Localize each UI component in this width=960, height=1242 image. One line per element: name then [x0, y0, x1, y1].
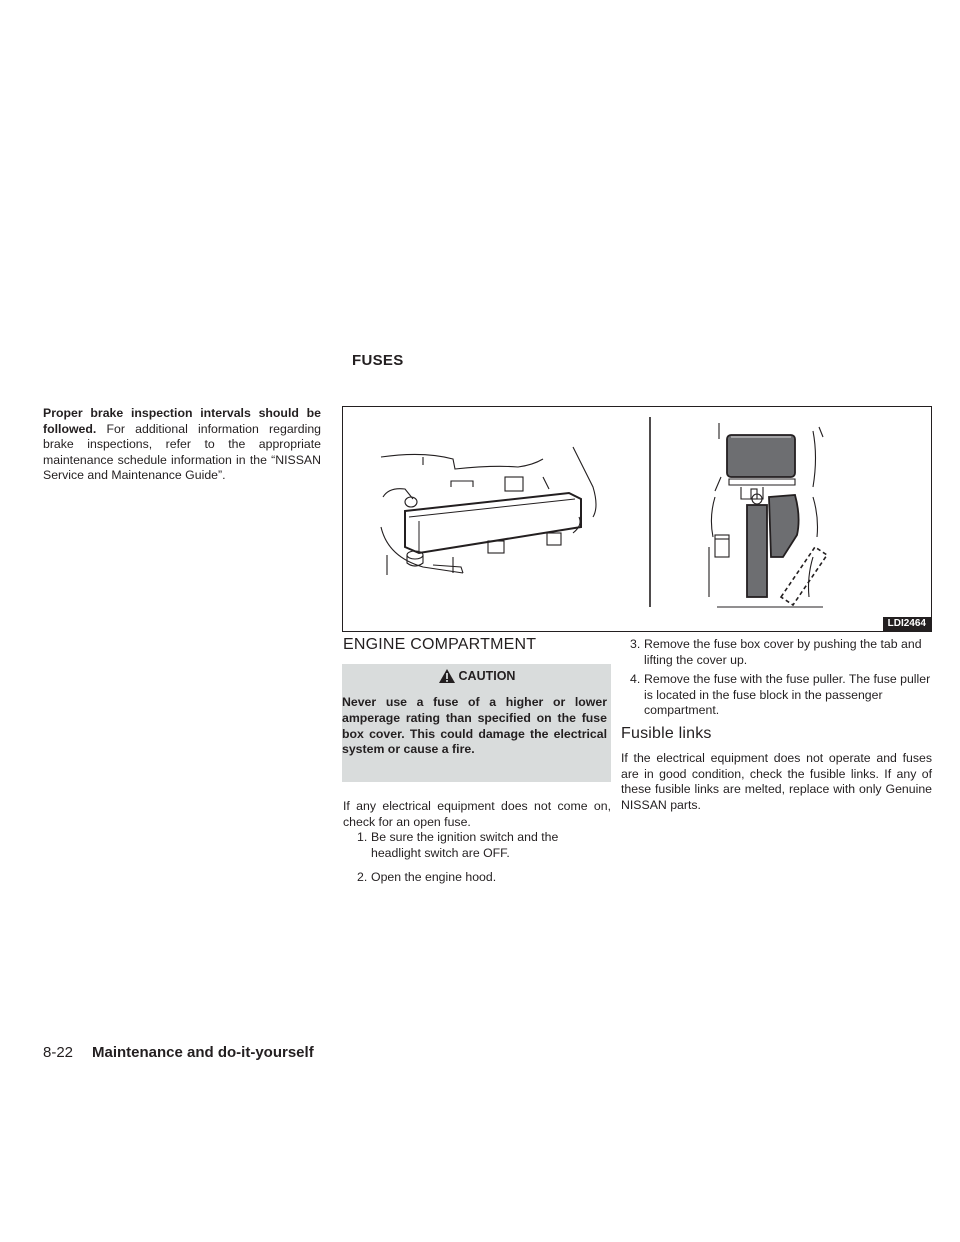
- warning-triangle-icon: [438, 668, 456, 684]
- step-1-text: Be sure the ignition switch and the headlight switch are OFF.: [371, 830, 559, 860]
- caution-text: Never use a fuse of a higher or lower amperage rating than specified on the fuse box cover. This could damage the electrical system or cause a fire.: [342, 695, 607, 757]
- fusible-links-heading: Fusible links: [621, 725, 712, 742]
- engine-compartment-heading: ENGINE COMPARTMENT: [343, 636, 537, 653]
- brake-inspection-text: For additional information regarding brake inspections, refer to the appropriate maintenance schedule information in the “NISSAN Service and Maintenance Guide”.: [43, 421, 321, 482]
- chapter-title: Maintenance and do-it-yourself: [92, 1044, 314, 1061]
- step-3-text: Remove the fuse box cover by pushing the tab and lifting the cover up.: [644, 637, 922, 667]
- fuse-box-drawing: [343, 407, 931, 631]
- step-2-number: 2.: [357, 870, 368, 884]
- section-title: FUSES: [352, 352, 404, 369]
- step-1-number: 1.: [357, 830, 368, 844]
- fusible-links-paragraph: If the electrical equipment does not operate and fuses are in good condition, check the fusible links. If any of these fusible links are melted, replace with only Genuine NISSAN parts.: [621, 751, 932, 812]
- step-3-number: 3.: [630, 637, 641, 651]
- page-number: 8-22: [43, 1044, 74, 1061]
- step-2-text: Open the engine hood.: [371, 870, 497, 884]
- fuse-box-illustration: [342, 406, 932, 632]
- step-4-text: Remove the fuse with the fuse puller. The fuse puller is located in the fuse block in the passenger compartment.: [644, 672, 931, 717]
- step-4-number: 4.: [630, 672, 641, 686]
- open-fuse-paragraph: If any electrical equipment does not come on, check for an open fuse.: [343, 799, 611, 829]
- caution-box: [342, 664, 611, 782]
- caution-header: [342, 664, 611, 688]
- brake-inspection-bold: Proper brake inspection intervals should be followed.: [43, 406, 321, 436]
- caution-label: CAUTION: [458, 669, 516, 683]
- figure-code: LDI2464: [883, 617, 931, 631]
- brake-inspection-paragraph: [43, 406, 321, 484]
